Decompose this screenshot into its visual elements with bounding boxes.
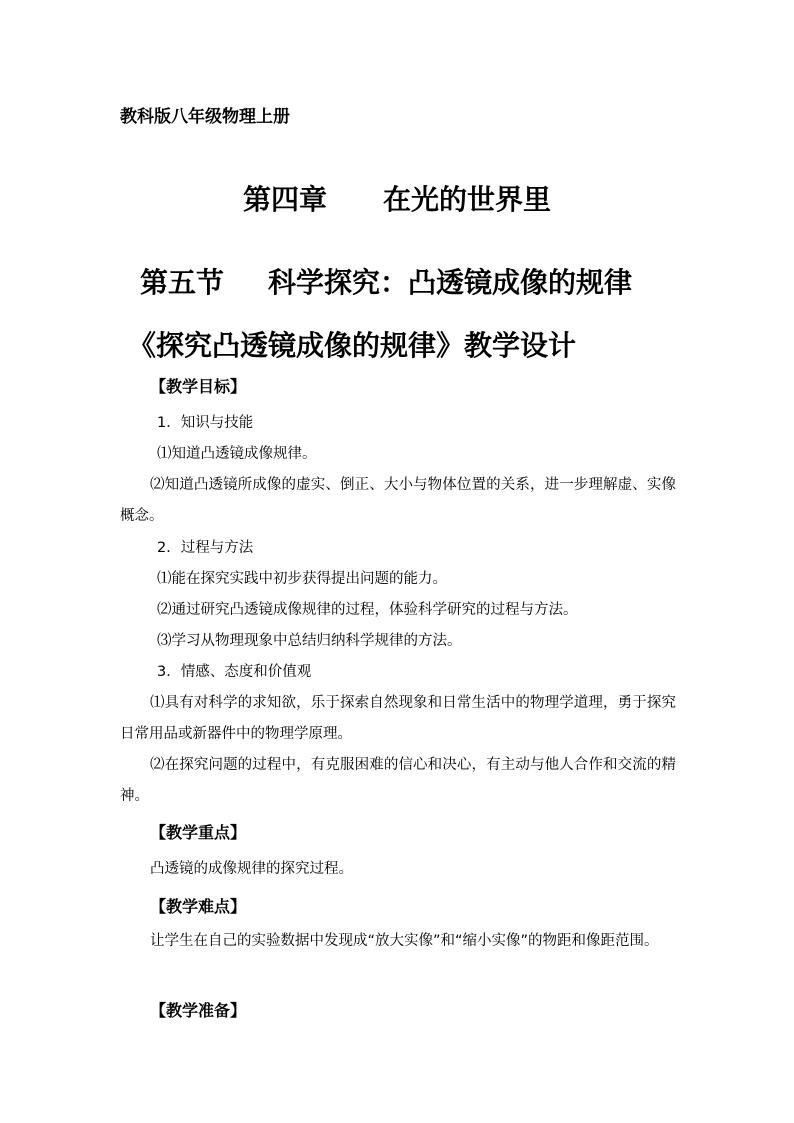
- process-item: ⑵通过研究凸透镜成像规律的过程，体验科学研究的过程与方法。: [157, 602, 578, 618]
- key-points-heading: 【教学重点】: [150, 823, 247, 842]
- chapter-name: 在光的世界里: [383, 183, 552, 216]
- attitude-item: ⑴具有对科学的求知欲，乐于探索自然现象和日常生活中的物理学道理，勇于探究日常用品或新器件中的物理学原理。: [120, 695, 676, 742]
- knowledge-skills-title: 1．知识与技能: [157, 415, 254, 431]
- attitude-item: ⑵在探究问题的过程中，有克服困难的信心和决心，有主动与他人合作和交流的精神。: [120, 757, 676, 804]
- process-item: ⑶学习从物理现象中总结归纳科学规律的方法。: [157, 633, 462, 649]
- key-points-text: 凸透镜的成像规律的探究过程。: [150, 861, 353, 877]
- section-name: 科学探究：凸透镜成像的规律: [268, 266, 633, 299]
- knowledge-item: ⑴知道凸透镜成像规律。: [157, 446, 317, 462]
- chapter-number: 第四章: [242, 183, 327, 216]
- section-title: [140, 263, 632, 303]
- process-item: ⑴能在探究实践中初步获得提出问题的能力。: [157, 571, 447, 587]
- chapter-title: [0, 180, 794, 220]
- objectives-heading: 【教学目标】: [150, 377, 247, 396]
- section-number: 第五节: [140, 266, 225, 299]
- textbook-header: 教科版八年级物理上册: [120, 107, 290, 127]
- attitude-values-title: 3．情感、态度和价值观: [157, 664, 312, 680]
- preparation-heading: 【教学准备】: [150, 1001, 247, 1020]
- process-methods-title: 2．过程与方法: [157, 540, 254, 556]
- difficulties-heading: 【教学难点】: [150, 897, 247, 916]
- difficulties-text: 让学生在自己的实验数据中发现成“放大实像”和“缩小实像”的物距和像距范围。: [150, 933, 659, 949]
- knowledge-item: ⑵知道凸透镜所成像的虚实、倒正、大小与物体位置的关系，进一步理解虚、实像概念。: [120, 477, 676, 524]
- lesson-design-title: 《探究凸透镜成像的规律》教学设计: [128, 329, 577, 362]
